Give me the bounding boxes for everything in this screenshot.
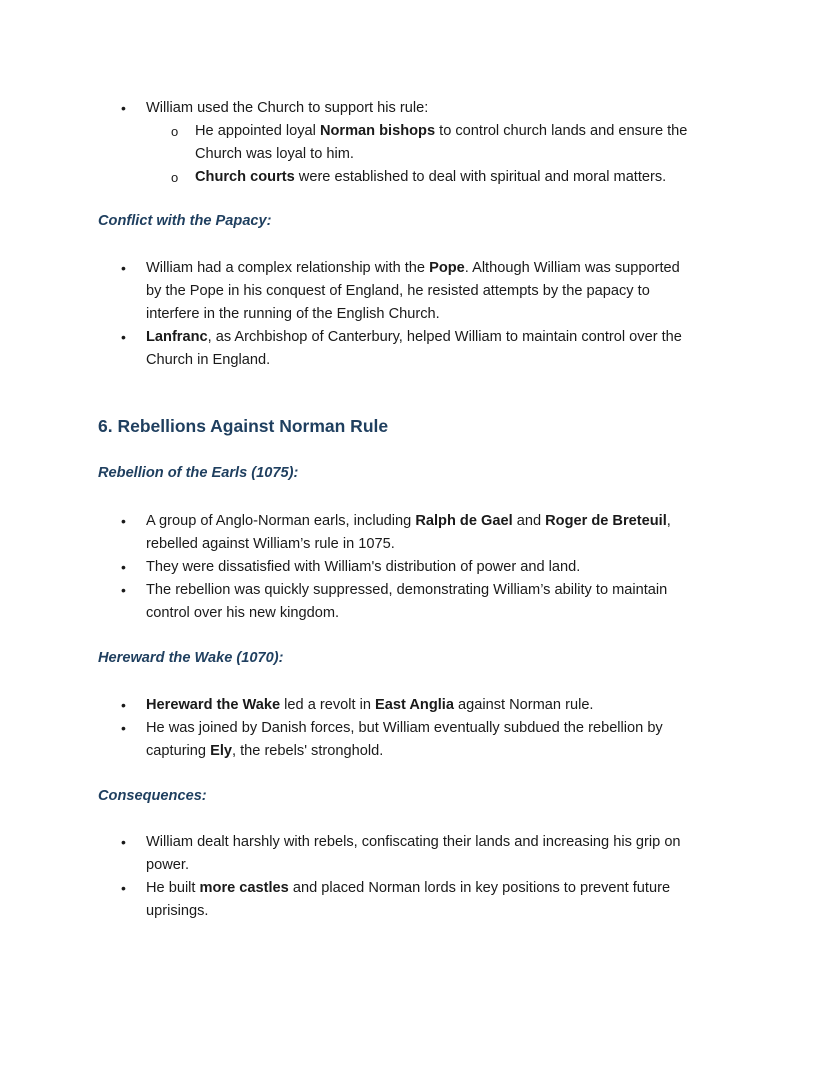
list-item <box>0 579 828 625</box>
bullet-marker: • <box>121 329 126 345</box>
text: led a revolt in <box>280 697 376 713</box>
text: rebelled against William’s rule in 1075. <box>146 536 395 552</box>
text: , <box>666 513 671 529</box>
text: capturing <box>146 743 211 759</box>
bold-text: Lanfranc <box>146 329 208 345</box>
bold-text: Ralph de Gael <box>415 513 513 529</box>
subheading-earls: Rebellion of the Earls (1075): <box>98 465 299 481</box>
list-item <box>0 510 828 556</box>
bold-text: Hereward the Wake <box>146 697 281 713</box>
text: A group of Anglo-Norman earls, including <box>146 513 416 529</box>
text: power. <box>146 857 189 873</box>
earls-list <box>0 510 828 625</box>
text: control over his new kingdom. <box>146 605 340 621</box>
bullet-marker: • <box>121 834 126 850</box>
list-item <box>0 97 828 120</box>
list-item <box>0 717 828 763</box>
list-item <box>0 831 828 877</box>
sub-list-item <box>0 120 828 166</box>
bold-text: Church courts <box>195 169 295 185</box>
bold-text: Ely <box>210 743 232 759</box>
text: The rebellion was quickly suppressed, demonstrating William’s ability to maintain <box>146 582 668 598</box>
papacy-list <box>0 257 828 372</box>
list-item <box>0 257 828 326</box>
text: and <box>512 513 546 529</box>
text: by the Pope in his conquest of England, he resisted attempts by the papacy to <box>146 283 650 299</box>
text: . Although William was supported <box>464 260 680 276</box>
text: , as Archbishop of Canterbury, helped William to maintain control over the <box>207 329 682 345</box>
text: to control church lands and ensure the <box>435 123 688 139</box>
bold-text: East Anglia <box>375 697 454 713</box>
bullet-marker: • <box>121 582 126 598</box>
section-heading: 6. Rebellions Against Norman Rule <box>98 416 389 436</box>
subheading-papacy: Conflict with the Papacy: <box>98 213 272 229</box>
list-item <box>0 877 828 923</box>
bullet-marker: • <box>121 260 126 276</box>
bold-text: Roger de Breteuil <box>545 513 667 529</box>
sub-bullet-marker: o <box>171 124 179 139</box>
text: were established to deal with spiritual and moral matters. <box>294 169 667 185</box>
bold-text: more castles <box>199 880 289 896</box>
text: uprisings. <box>146 903 209 919</box>
list-item <box>0 556 828 579</box>
subheading-consequences: Consequences: <box>98 788 207 804</box>
list-item <box>0 694 828 717</box>
text: They were dissatisfied with William's distribution of power and land. <box>146 559 581 575</box>
text: against Norman rule. <box>453 697 594 713</box>
consequences-list <box>0 831 828 923</box>
bullet-marker: • <box>121 720 126 736</box>
church-support-list <box>0 97 828 189</box>
sub-list-item <box>0 166 828 189</box>
text: William dealt harshly with rebels, confiscating their lands and increasing his grip on <box>146 834 681 850</box>
list-item-text: William used the Church to support his rule: <box>146 100 429 116</box>
bullet-marker: • <box>121 100 126 116</box>
hereward-list <box>0 694 828 763</box>
bullet-marker: • <box>121 559 126 575</box>
bold-text: Pope <box>429 260 465 276</box>
text: and placed Norman lords in key positions to prevent future <box>288 880 671 896</box>
text: , the rebels' stronghold. <box>232 743 384 759</box>
list-item <box>0 326 828 372</box>
bullet-marker: • <box>121 697 126 713</box>
subheading-hereward: Hereward the Wake (1070): <box>98 650 284 666</box>
bold-text: Norman bishops <box>319 123 436 139</box>
text: William had a complex relationship with the <box>146 260 430 276</box>
text: He built <box>146 880 200 896</box>
text: He was joined by Danish forces, but William eventually subdued the rebellion by <box>146 720 663 736</box>
text: Church in England. <box>146 352 271 368</box>
sub-bullet-marker: o <box>171 170 179 185</box>
bullet-marker: • <box>121 880 126 896</box>
text: Church was loyal to him. <box>195 146 354 162</box>
text: He appointed loyal <box>195 123 320 139</box>
text: interfere in the running of the English Church. <box>146 306 440 322</box>
bullet-marker: • <box>121 513 126 529</box>
